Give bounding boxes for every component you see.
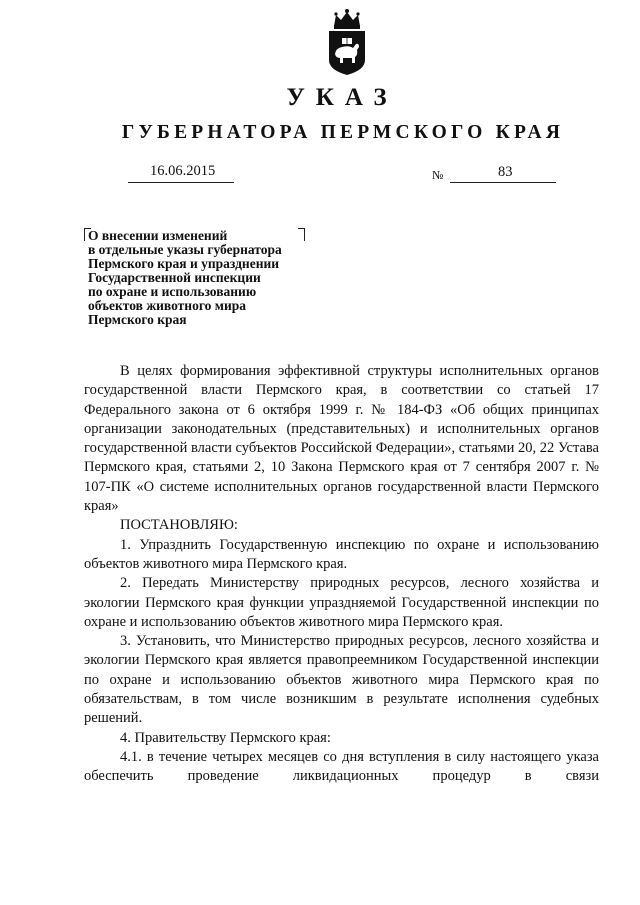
decree-item: 4.1. в течение четырех месяцев со дня вступления в силу настоящего указа обеспечить проведение ликвидационных процедур в связи bbox=[84, 748, 599, 785]
number-underline bbox=[450, 182, 556, 183]
number-sign: № bbox=[432, 168, 444, 182]
preamble-paragraph: В целях формирования эффективной структуры исполнительных органов государственной власти Пермского края, в соответствии со статьей 17 Федерального закона от 6 октября 1999 г. № 184-ФЗ «Об общих принципах организации законодательных (представительных) и исполнительных органов государственной власти субъектов Российской Федерации», статьями 20, 22 Устава Пермского края, статьями 2, 10 Закона Пермского края от 7 сентября 2007 г. № 107-ПК «О системе исполнительных органов государственной власти Пермского края» bbox=[84, 363, 599, 515]
subject-line: объектов животного мира bbox=[88, 298, 246, 313]
decree-date-field bbox=[128, 163, 234, 185]
decree-number-field bbox=[432, 164, 556, 186]
subject-line: по охране и использованию bbox=[88, 284, 257, 299]
decree-item: 1. Упразднить Государственную инспекцию по охране и использованию объектов животного мира Пермского края. bbox=[84, 536, 599, 572]
decree-date: 16.06.2015 bbox=[150, 163, 216, 179]
document-subtitle: ГУБЕРНАТОРА ПЕРМСКОГО КРАЯ bbox=[121, 122, 565, 143]
subject-line: О внесении изменений bbox=[88, 228, 228, 243]
decree-number: 83 bbox=[498, 164, 513, 180]
decree-item: 3. Установить, что Министерство природных ресурсов, лесного хозяйства и экологии Пермского края является правопреемником Государственной инспекции по охране и использованию объектов животного мира Пермского края по обязательствам, в том числе возникшим в результате исполнения судебных решений. bbox=[84, 633, 599, 727]
decree-body bbox=[84, 362, 599, 787]
subject-line: Пермского края bbox=[88, 312, 187, 327]
subject-line: Государственной инспекции bbox=[88, 270, 261, 285]
decree-word: ПОСТАНОВЛЯЮ: bbox=[120, 517, 238, 534]
subject-line: Пермского края и упразднении bbox=[88, 256, 280, 271]
decree-item: 2. Передать Министерству природных ресурсов, лесного хозяйства и экологии Пермского края функции упраздняемой Государственной инспекции по охране и использованию объектов животного мира Пермского края. bbox=[84, 575, 599, 630]
decree-item: 4. Правительству Пермского края: bbox=[120, 729, 331, 746]
date-underline bbox=[128, 182, 234, 183]
decree-subject bbox=[88, 229, 318, 327]
perm-krai-coat-of-arms-icon bbox=[322, 8, 372, 76]
document-title: УКАЗ bbox=[286, 84, 398, 111]
subject-line: в отдельные указы губернатора bbox=[88, 242, 282, 257]
